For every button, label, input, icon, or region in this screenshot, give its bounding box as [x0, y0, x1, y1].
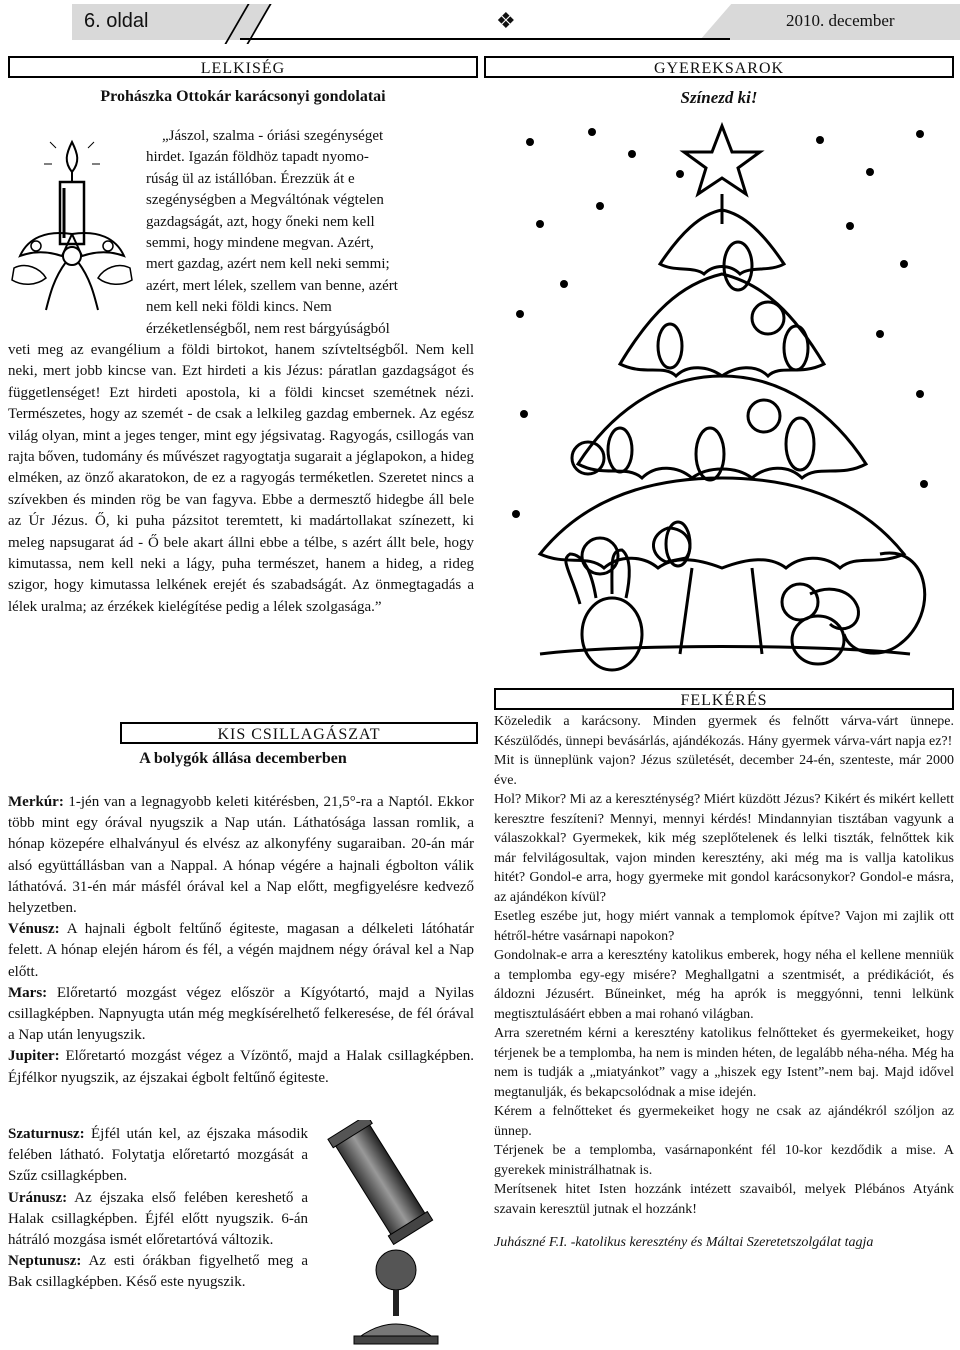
felkeres-text [494, 712, 954, 1253]
diamond-ornament-icon: ❖ [496, 8, 516, 33]
paragraph: Térjenek be a templomba, vasárnaponként fél 10-kor kezdődik a mise. A gyerekek ministrálhatnak is. [494, 1143, 954, 1178]
planets-text-bottom: Szaturnusz: Éjfél után kel, az éjszaka második felében látható. Folytatja előretartó mozgását a Szűz csillagképben. Uránusz: Az éjszaka első felében kereshető a Halak csillagképben. Éjfél előtt nyugszik. 6-án hátráló mozgása ismét előretartóvá változik. Neptunusz: Az esti órákban figyelhető meg a Bak csillagképben. Késő este nyugszik. [8, 1126, 308, 1291]
section-title-kis-csillagaszat: KIS CSILLAGÁSZAT [217, 726, 381, 743]
header-rule [240, 38, 730, 40]
signature: Juhászné F.I. -katolikus keresztény és Máltai Szeretetszolgálat tagja [494, 1235, 874, 1250]
planets-text-top: Merkúr: 1-jén van a legnagyobb keleti kitérésben, 21,5°-ra a Naptól. Ekkor több mint egy órával nyugszik a Nap után. Láthatósága lassan romlik, a hónap közepére elhalványul és elvész az alkonyfény sugaraiban. 20-án már alsó együttállásban van a Nappal. A hónap végére a hajnali égbolton válik láthatóvá. 31-én már másfél órával kel a Nap előtt, megfigyelésre kedvező helyzetben. Vénusz: A hajnali égbolt feltűnő égiteste, magasan a délkeleti látóhatár felett. A hónap elején három és fél, a végén majdnem négy órával kel a Nap előtt. Mars: Előretartó mozgást végez először a Kígyótartó, majd a Nyilas csillagképben. Napnyugta után még megkísérelhető felkeresése, de fél órával a Nap után lenyugszik. Jupiter: Előretartó mozgást végez a Vízöntő, majd a Halak csillagképben. Éjfélkor nyugszik, az éjszakai égbolt feltűnő égiteste. [8, 794, 474, 1086]
christmas-tree-coloring-picture [500, 114, 940, 676]
paragraph: Hol? Mikor? Mi az a kereszténység? Miért küzdött Jézus? Kikért és mikért kellett keresztre feszíteni? Mennyi, mennyi kérdés! Mindannyian tisztában vagyunk a válaszokkal? Gyermekek, kik még szeplőtelenek és lelki tiszták, felnőttek kik már felvilágosultak, vajon minden keresztény, aki még ma is vallja katolikus hitét? Gondol-e arra, hogy gyermeke mit gondol karácsonykor? Gondol-e másra, az ajándékon kívül? [494, 792, 954, 905]
section-title-box [8, 56, 478, 78]
section-title-lelkiseg: LELKISÉG [200, 60, 286, 77]
section-title-gyereksarok: GYEREKSAROK [653, 60, 785, 77]
candle-illustration [6, 138, 138, 316]
page-header [0, 0, 960, 44]
paragraph: Merítsenek hitet Isten hozzánk intézett szavaiból, melyek Plébános Atyánk szavain keresztül jutnak el hozzánk! [494, 1182, 954, 1217]
quote-wrapped-text: „Jászol, szalma - óriási szegénységet hirdet. Igazán földhöz tapadt nyomo- rúság ül az istállóban. Érezzük át e szegénységben a Megváltónak végtelen gazdagságát, azt, hogy őneki nem kell semmi, hogy mindene megvan. Azért, mert gazdag, azért nem kell neki semmi; azért, mert lélek, szellem van benne, azért nem kell neki földi kincs. Nem érzéketlenségből, nem rest bárgyúságból [146, 128, 398, 337]
astronomy-subtitle: A bolygók állása decemberben [139, 750, 347, 767]
section-title-box [484, 56, 954, 78]
page-number: 6. oldal [84, 10, 149, 32]
issue-date: 2010. december [786, 11, 895, 30]
article-subtitle: Prohászka Ottokár karácsonyi gondolatai [100, 88, 386, 105]
paragraph: Arra szeretném kérni a keresztény katolikus felnőtteket és gyermekeiket, hogy térjenek be a templomba, ha nem is minden héten, de legalább néha-néha. Még ha nem is tudják a „miatyánkot” vagy a „hiszek egy Istent”-nem baj. Majd idővel megtanulják, és bekapcsolódnak a mise idején. [494, 1026, 954, 1100]
paragraph: Esetleg eszébe jut, hogy miért vannak a templomok építve? Vajon mi zajlik ott hétről-hétre vasárnapi napokon? [494, 909, 954, 944]
section-title-felkeres: FELKÉRÉS [680, 692, 768, 709]
paragraph: Közeledik a karácsony. Minden gyermek és felnőtt várva-várt ünnepe. Készülődés, ünnepi bevásárlás, ajándékozás. Hány gyermek várva-várt napja ez?! [494, 714, 954, 749]
quote-body-text: veti meg az evangélium a földi birtokot, hanem szívteltségből. Nem kell neki, mert jobb kincse van. Ezt hirdeti a kis Jézus: páratlan gazdagságot és függetlenséget! Ezt hirdeti apostola, ki a földi kincset szemétnek nézi. Természetes, hogy az szemét - de csak a lelkileg gazdag embernek. Az egész világ olyan, mint a jeges tenger, mint egy jégsivatag. Ragyogás, csillogás van rajta bőven, tudomány és művészet ragyogtatja sugarait a jéglapokon, a hideg elméken, az önző akaratokon, de ez a ragyogás terméketlen. Szeretet nincs a szívekben és minden rög be van fagyva. Ebbe a dermesztő hidegbe áll bele az Úr Jézus. Ő, ki puha pázsitot teremtett, ki madártollakat színezett, ki meleg napsugarat ád - Ő bele akart állni ebbe a télbe, s azért állt bele, hogy kimutassa, nem kell neki a lágy, puha természet, hanem a hideg, a rideg szigor, hogy kimutassa lelkének erejét és szabadságát. Az önmegtagadás a lélek uralma; az érzékek kielégítése pedig a lélek szolgasága.” [8, 342, 474, 615]
paragraph: Gondolnak-e arra a keresztény katolikus emberek, hogy néha el kellene menniük a templomba egy-egy misére? Meghallgatni a szentmisét, a prédikációt, és áldozni Jézusért. Bűneinket, még ha aprók is meggyónni, tenni lelkünk megtisztulásáért ebben a mai rohanó világban. [494, 948, 954, 1022]
section-title-box [120, 722, 478, 744]
telescope-illustration [318, 1120, 468, 1348]
coloring-subtitle: Színezd ki! [680, 88, 758, 107]
paragraph: Mit is ünneplünk vajon? Jézus születését, december 24-én, szenteste, már 2000 éve. [494, 753, 954, 788]
section-title-box [494, 688, 954, 710]
paragraph: Kérem a felnőtteket és gyermekeiket hogy ne csak az ajándékról szóljon az ünnep. [494, 1104, 954, 1139]
